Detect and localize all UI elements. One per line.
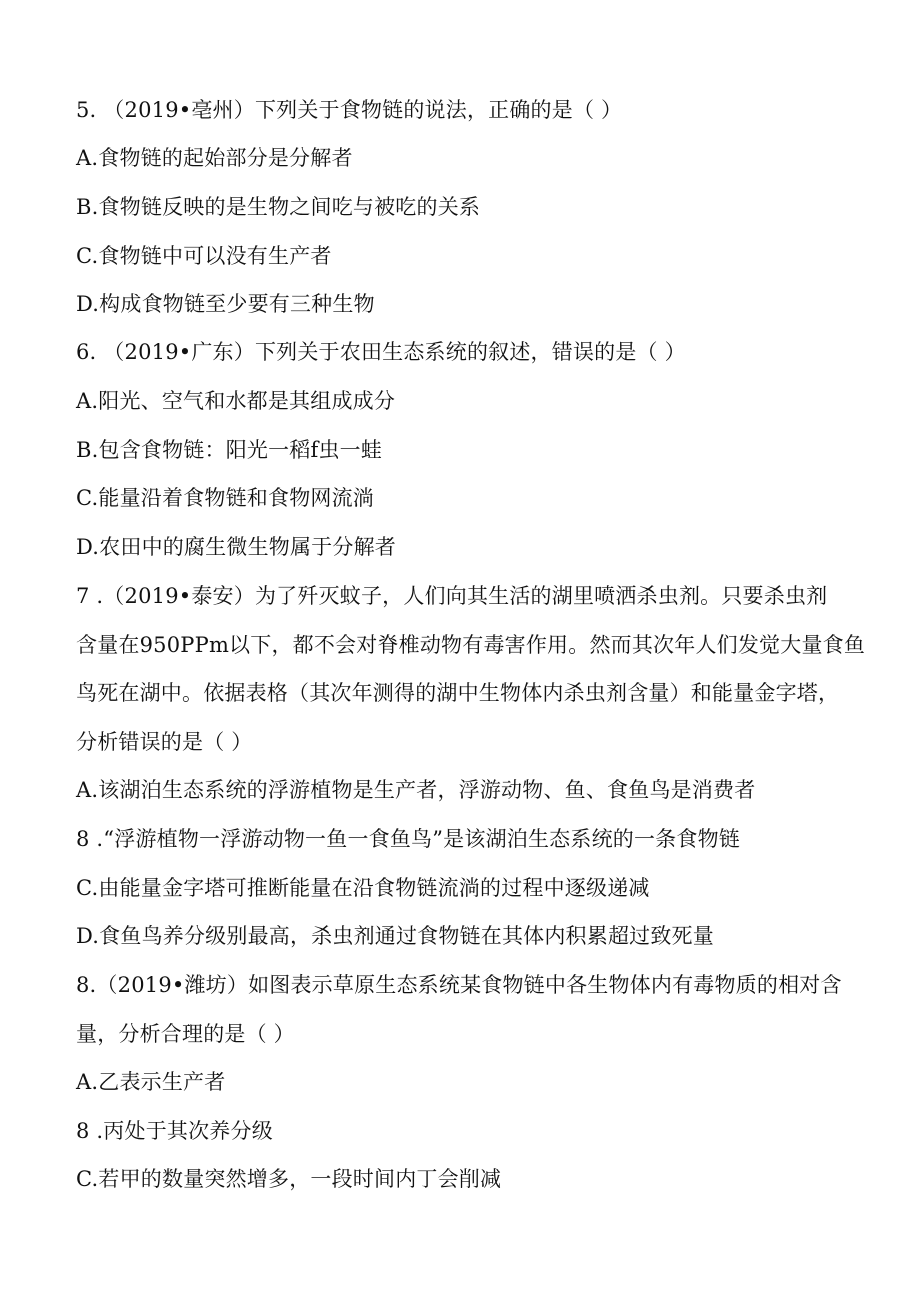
question-8-option-b: 8 .丙处于其次养分级 [76, 1119, 273, 1143]
question-5-option-b: B.食物链反映的是生物之间吃与被吃的关系 [76, 195, 481, 219]
question-8-option-a: A.乙表示生产者 [76, 1070, 226, 1094]
question-5-option-c: C.食物链中可以没有生产者 [76, 244, 332, 268]
question-6-option-a: A.阳光、空气和水都是其组成成分 [76, 389, 396, 413]
question-6-option-c: C.能量沿着食物链和食物网流淌 [76, 486, 374, 510]
question-7-option-d: D.食鱼鸟养分级别最高，杀虫剂通过食物链在其体内积累超过致死量 [76, 924, 714, 948]
question-7-stem-line-1: 7 .（2019•泰安）为了歼灭蚊子，人们向其生活的湖里喷洒杀虫剂。只要杀虫剂 [76, 584, 828, 608]
question-6-stem: 6. （2019•广东）下列关于农田生态系统的叙述，错误的是（ ） [76, 340, 686, 364]
question-8-stem-line-1: 8.（2019•潍坊）如图表示草原生态系统某食物链中各生物体内有毒物质的相对含 [76, 973, 842, 997]
question-5-stem: 5. （2019•亳州）下列关于食物链的说法，正确的是（ ） [76, 98, 623, 122]
question-7-stem-line-4: 分析错误的是（ ） [76, 730, 253, 754]
question-6-option-b: B.包含食物链：阳光一稻f虫一蛙 [76, 438, 383, 462]
question-7-option-c: C.由能量金字塔可推断能量在沿食物链流淌的过程中逐级递减 [76, 876, 650, 900]
question-7-stem-line-3: 鸟死在湖中。依据表格（其次年测得的湖中生物体内杀虫剂含量）和能量金字塔， [76, 681, 840, 705]
question-5-option-d: D.构成食物链至少要有三种生物 [76, 292, 375, 316]
question-5-option-a: A.食物链的起始部分是分解者 [76, 146, 353, 170]
question-7-stem-line-2: 含量在950PPm以下，都不会对脊椎动物有毒害作用。然而其次年人们发觉大量食鱼 [76, 633, 866, 657]
question-6-option-d: D.农田中的腐生微生物属于分解者 [76, 535, 396, 559]
question-8-option-c: C.若甲的数量突然增多，一段时间内丁会削减 [76, 1167, 502, 1191]
question-7-option-a: A.该湖泊生态系统的浮游植物是生产者，浮游动物、鱼、食鱼鸟是消费者 [76, 778, 756, 802]
question-8-stem-line-2: 量，分析合理的是（ ） [76, 1022, 295, 1046]
question-7-option-b: 8 .“浮游植物一浮游动物一鱼一食鱼鸟”是该湖泊生态系统的一条食物链 [76, 827, 740, 851]
